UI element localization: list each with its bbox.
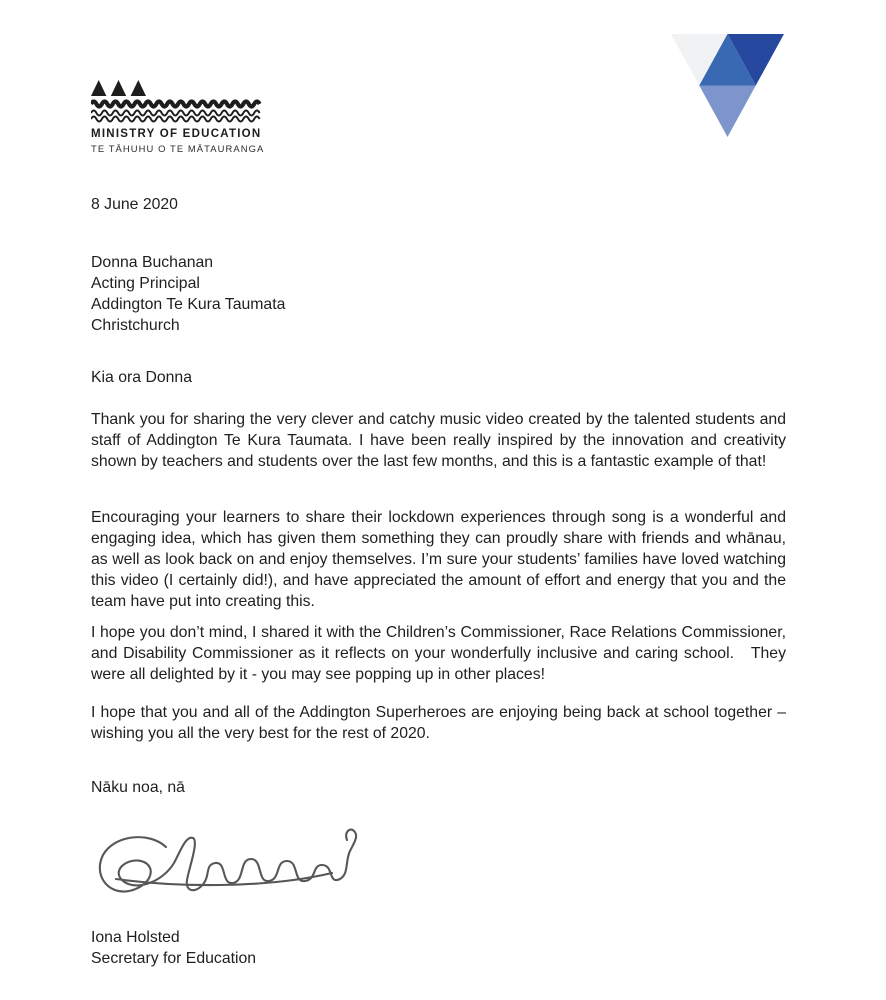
signoff-block: [91, 927, 256, 969]
recipient-name: Donna Buchanan: [91, 254, 214, 271]
signer-title: Secretary for Education: [91, 950, 257, 967]
waves-icon: [91, 99, 266, 123]
recipient-block: [91, 252, 285, 336]
blue-triangle-logo-icon: [671, 34, 784, 139]
signer-name: Iona Holsted: [91, 929, 180, 946]
moe-name-english: MINISTRY OF EDUCATION: [91, 128, 262, 140]
recipient-school: Addington Te Kura Taumata: [91, 296, 286, 313]
mountains-icon: [91, 80, 146, 96]
ministry-of-education-logo: [91, 80, 271, 154]
closing-line: Nāku noa, nā: [91, 779, 185, 796]
paragraph-3: I hope you don’t mind, I shared it with the Children’s Commissioner, Race Relations Commissioner, and Disability Commissioner as it reflects on your wonderfully inclusive and caring school. They were all delighted by it - you may see popping up in other places!: [91, 624, 786, 683]
paragraph-4: I hope that you and all of the Addington Superheroes are enjoying being back at school together – wishing you all the very best for the rest of 2020.: [91, 704, 786, 742]
letter-date: 8 June 2020: [91, 196, 178, 213]
recipient-title: Acting Principal: [91, 275, 200, 292]
salutation: Kia ora Donna: [91, 369, 192, 386]
moe-name-maori: TE TĀHUHU O TE MĀTAURANGA: [91, 143, 265, 154]
recipient-city: Christchurch: [91, 317, 180, 334]
paragraph-2: Encouraging your learners to share their lockdown experiences through song is a wonderful and engaging idea, which has given them something they can proudly share with friends and whānau, as well as look back on and enjoy themselves. I’m sure your students’ families have loved watching this video (I certainly did!), and have appreciated the amount of effort and energy that you and the team have put into creating this.: [91, 509, 786, 610]
paragraph-1: Thank you for sharing the very clever and catchy music video created by the talented students and staff of Addington Te Kura Taumata. I have been really inspired by the innovation and creativity shown by teachers and students over the last few months, and this is a fantastic example of that!: [91, 411, 786, 470]
signature-icon: [94, 823, 360, 913]
